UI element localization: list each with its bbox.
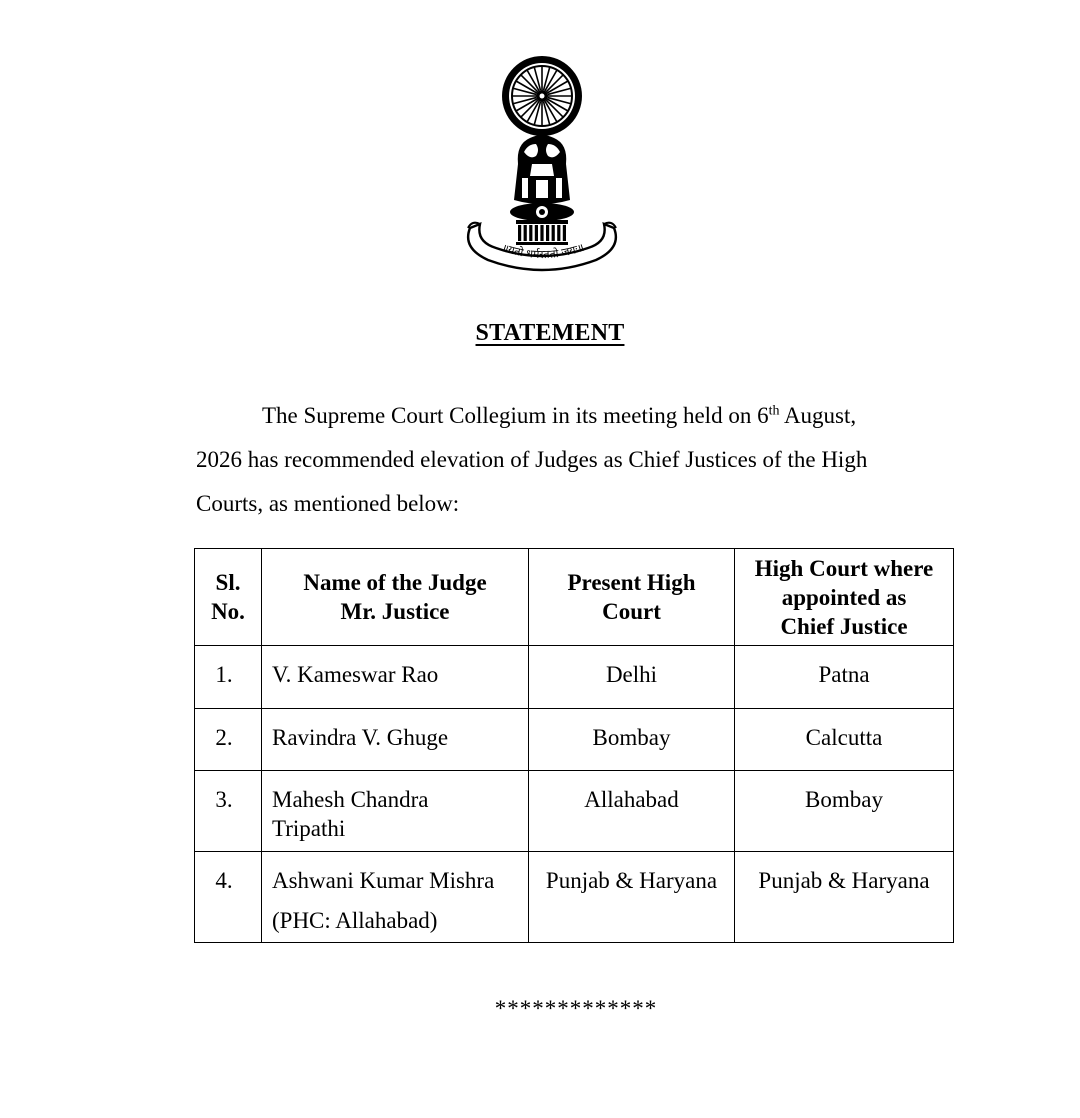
- table-row: [195, 852, 954, 943]
- cell-sl-no: 1.: [195, 646, 262, 709]
- cell-appointed-court: Punjab & Haryana: [735, 852, 954, 943]
- cell-appointed-court: Bombay: [735, 771, 954, 852]
- header-sl-no: Sl. No.: [195, 549, 262, 646]
- cell-judge-name: Mahesh Chandra Tripathi: [262, 771, 529, 852]
- emblem-motto: ॥यतो धर्मस्ततो जयः॥: [500, 240, 586, 262]
- header-appointed-high-court: High Court where appointed as Chief Justice: [735, 549, 954, 646]
- state-emblem-logo: [458, 52, 626, 274]
- table-header-row: [195, 549, 954, 646]
- table-row: [195, 771, 954, 852]
- cell-present-court: Delhi: [529, 646, 735, 709]
- cell-sl-no: 3.: [195, 771, 262, 852]
- paragraph-line-2: 2026 has recommended elevation of Judges as Chief Justices of the High: [196, 447, 868, 472]
- cell-judge-name: Ravindra V. Ghuge: [262, 709, 529, 771]
- cell-present-court: Bombay: [529, 709, 735, 771]
- cell-sl-no: 2.: [195, 709, 262, 771]
- header-judge-name: Name of the Judge Mr. Justice: [262, 549, 529, 646]
- statement-paragraph: [196, 394, 936, 526]
- lion-capital-icon: [510, 135, 574, 245]
- ordinal-suffix: th: [768, 403, 780, 419]
- cell-present-court: Punjab & Haryana: [529, 852, 735, 943]
- cell-appointed-court: Calcutta: [735, 709, 954, 771]
- paragraph-text: August,: [779, 403, 857, 428]
- cell-sl-no: 4.: [195, 852, 262, 943]
- table-row: [195, 709, 954, 771]
- table-row: [195, 646, 954, 709]
- paragraph-text: The Supreme Court Collegium in its meeting held on 6: [262, 403, 769, 428]
- paragraph-line-3: Courts, as mentioned below:: [196, 491, 460, 516]
- end-of-statement-stars: *************: [494, 996, 658, 1021]
- cell-appointed-court: Patna: [735, 646, 954, 709]
- cell-judge-name: V. Kameswar Rao: [262, 646, 529, 709]
- cell-present-court: Allahabad: [529, 771, 735, 852]
- chief-justice-recommendation-table: [194, 548, 954, 943]
- page-title: STATEMENT: [475, 320, 625, 346]
- header-present-high-court: Present High Court: [529, 549, 735, 646]
- paragraph-line-1: [196, 394, 936, 438]
- chakra-icon: [502, 56, 582, 136]
- cell-judge-name: Ashwani Kumar Mishra (PHC: Allahabad): [262, 852, 529, 943]
